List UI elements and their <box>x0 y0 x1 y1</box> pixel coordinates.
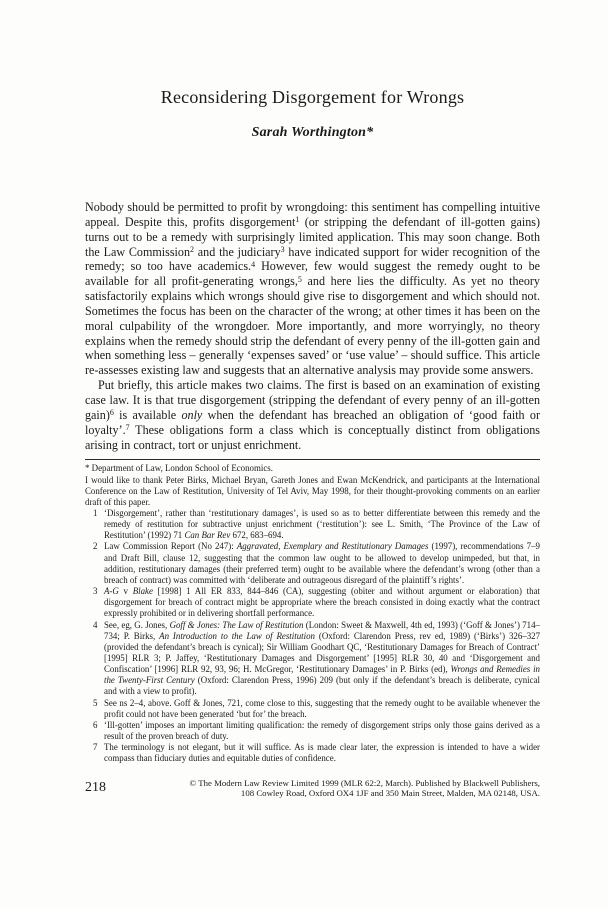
footnote-text: ‘Disgorgement’, rather than ‘restitutionary damages’, is used so as to better differentiate between this remedy and the remedy of restitution for subtractive unjust enrichment (‘restitution’): see L. Smith, ‘The Province of the Law of Restitution’ (1992) 71 Can Bar Rev 672, 683–694. <box>104 507 540 541</box>
footnote-text: Law Commission Report (No 247): Aggravated, Exemplary and Restitutionary Damages (1997), recommendations 7–9 and Draft Bill, clause 12, suggesting that the common law ought to be allowed to develop unimpeded, but that, in addition, restitutionary damages (their preferred term) ought to be available where the defendant’s wrong (other than a breach of contract) was committed with ‘deliberate and outrageous disregard of the plaintiff’s rights’. <box>104 541 540 585</box>
body-paragraph-1: Nobody should be permitted to profit by wrongdoing: this sentiment has compelling intuitive appeal. Despite this, profits disgorgement$^1$ (or stripping the defendant of ill-gotten gains) turns out to be a remedy with surprisingly limited application. This may soon change. Both the Law Commission$^2$ and the judiciary$^3$ have indicated support for wider recognition of the remedy; so too have academics.$^4$ However, few would suggest the remedy ought to be available for all profit-generating wrongs,$^5$ and here lies the difficulty. As yet no theory satisfactorily explains which wrongs should give rise to disgorgement and which should not. Sometimes the focus has been on the character of the wrong; at other times it has been on the moral culpability of the wrongdoer. More importantly, and more worryingly, no theory explains when the remedy should strip the defendant of every penny of the ill-gotten gain and when something less – generally ‘expenses saved’ or ‘use value’ – should suffice. This article re-assesses existing law and suggests that an alternative analysis may provide some answers. <box>85 200 541 378</box>
footnote-number: 2 <box>93 541 98 552</box>
footnote-marker: 2 <box>190 245 195 255</box>
italic-text: Aggravated, Exemplary and Restitutionary Damages <box>236 541 429 552</box>
footnote-text: ‘Ill-gotten’ imposes an important limiting qualification: the remedy of disgorgement strips only those gains derived as a result of the proven breach of duty. <box>104 719 540 742</box>
footnote-marker: 3 <box>280 245 285 255</box>
footnote-text: The terminology is not elegant, but it will suffice. As is made clear later, the expression is intended to have a wider compass than fiduciary duties and equitable duties of confidence. <box>104 742 540 764</box>
article-title: Reconsidering Disgorgement for Wrongs <box>160 87 465 107</box>
footnote-number: 4 <box>93 619 98 630</box>
footnote-item <box>85 742 540 764</box>
footnote-item <box>85 698 540 720</box>
body-paragraph-2: Put briefly, this article makes two claims. The first is based on an examination of existing case law. It is that true disgorgement (stripping the defendant of every penny of an ill-gotten gain)$^6$ is available only when the defendant has breached an obligation of ‘good faith or loyalty’.$^7$ These obligations form a class which is conceptually distinct from obligations arising in contract, tort or unjust enrichment. <box>85 378 540 452</box>
publisher-imprint <box>106 778 540 799</box>
italic-text: Wrongs and Remedies in the Twenty-First Century <box>104 664 540 686</box>
imprint-line-1: © The Modern Law Review Limited 1999 (MLR 62:2, March). Published by Blackwell Publishers, <box>189 777 540 788</box>
italic-text: Goff & Jones: The Law of Restitution <box>169 619 304 630</box>
italic-text: An Introduction to the Law of Restitution <box>159 630 315 641</box>
italic-text: Can Bar Rev <box>184 530 231 541</box>
footnote-divider <box>85 459 540 460</box>
footnote-item <box>85 620 540 698</box>
footnote-marker: 6 <box>109 408 114 418</box>
footnotes-section <box>85 463 540 764</box>
footnote-item <box>85 541 540 586</box>
footnote-marker: 4 <box>251 259 256 269</box>
footnote-text: See ns 2–4, above. Goff & Jones, 721, come close to this, suggesting that the remedy ought to be available whenever the profit could not have been generated ‘but for’ the breach. <box>104 697 540 719</box>
page-number: 218 <box>85 779 106 795</box>
footnote-number: 6 <box>93 719 98 730</box>
footnote-marker: 7 <box>125 423 130 433</box>
article-body <box>85 200 540 452</box>
article-author: Sarah Worthington* <box>251 125 374 140</box>
page-footer <box>85 778 540 799</box>
footnote-item <box>85 508 540 541</box>
author-affiliation: * Department of Law, London School of Economics. <box>85 463 273 474</box>
footnote-marker: 1 <box>295 215 300 225</box>
imprint-line-2: 108 Cowley Road, Oxford OX4 1JF and 350 Main Street, Malden, MA 02148, USA. <box>240 788 540 799</box>
italic-text: only <box>181 407 203 422</box>
italic-text: A-G <box>104 586 119 597</box>
footnote-text: See, eg, G. Jones, Goff & Jones: The Law of Restitution (London: Sweet & Maxwell, 4th ed, 1993) (‘Goff & Jones’) 714–734; P. Birks, An Introduction to the Law of Restitution (Oxford: Clarendon Press, rev ed, 1989) (‘Birks’) 326–327 (provided the defendant’s breach is cynical); Sir William Goodhart QC, ‘Restitutionary Damages for Breach of Contract’ [1995] RLR 3; P. Jaffey, ‘Restitutionary Damages and Disgorgement’ [1995] RLR 30, 40 and ‘Disgorgement and Confiscation’ [1996] RLR 92, 93, 96; H. McGregor, ‘Restitutionary Damages’ in P. Birks (ed), Wrongs and Remedies in the Twenty-First Century (Oxford: Clarendon Press, 1996) 209 (but only if the defendant’s breach is deliberate, cynical and with a view to profit). <box>104 619 541 697</box>
footnote-number: 7 <box>93 742 98 753</box>
footnote-number: 5 <box>93 697 98 708</box>
footnote-text: A-G v Blake [1998] 1 All ER 833, 844–846 (CA), suggesting (obiter and without argument or elaboration) that disgorgement for breach of contract might be appropriate where the breach consisted in doing exactly what the contract expressly prohibited or in delivering shortfall performance. <box>104 586 540 619</box>
footnote-list <box>85 508 540 765</box>
footnote-number: 3 <box>93 586 98 597</box>
footnote-number: 1 <box>93 507 98 518</box>
footnote-item <box>85 720 540 742</box>
italic-text: Blake <box>132 586 153 597</box>
footnote-item <box>85 586 540 619</box>
acknowledgement-note: I would like to thank Peter Birks, Michael Bryan, Gareth Jones and Ewan McKendrick, and participants at the International Conference on the Law of Restitution, University of Tel Aviv, May 1998, for their thought-provoking comments on an earlier draft of this paper. <box>85 474 540 507</box>
footnote-marker: 5 <box>297 274 302 284</box>
